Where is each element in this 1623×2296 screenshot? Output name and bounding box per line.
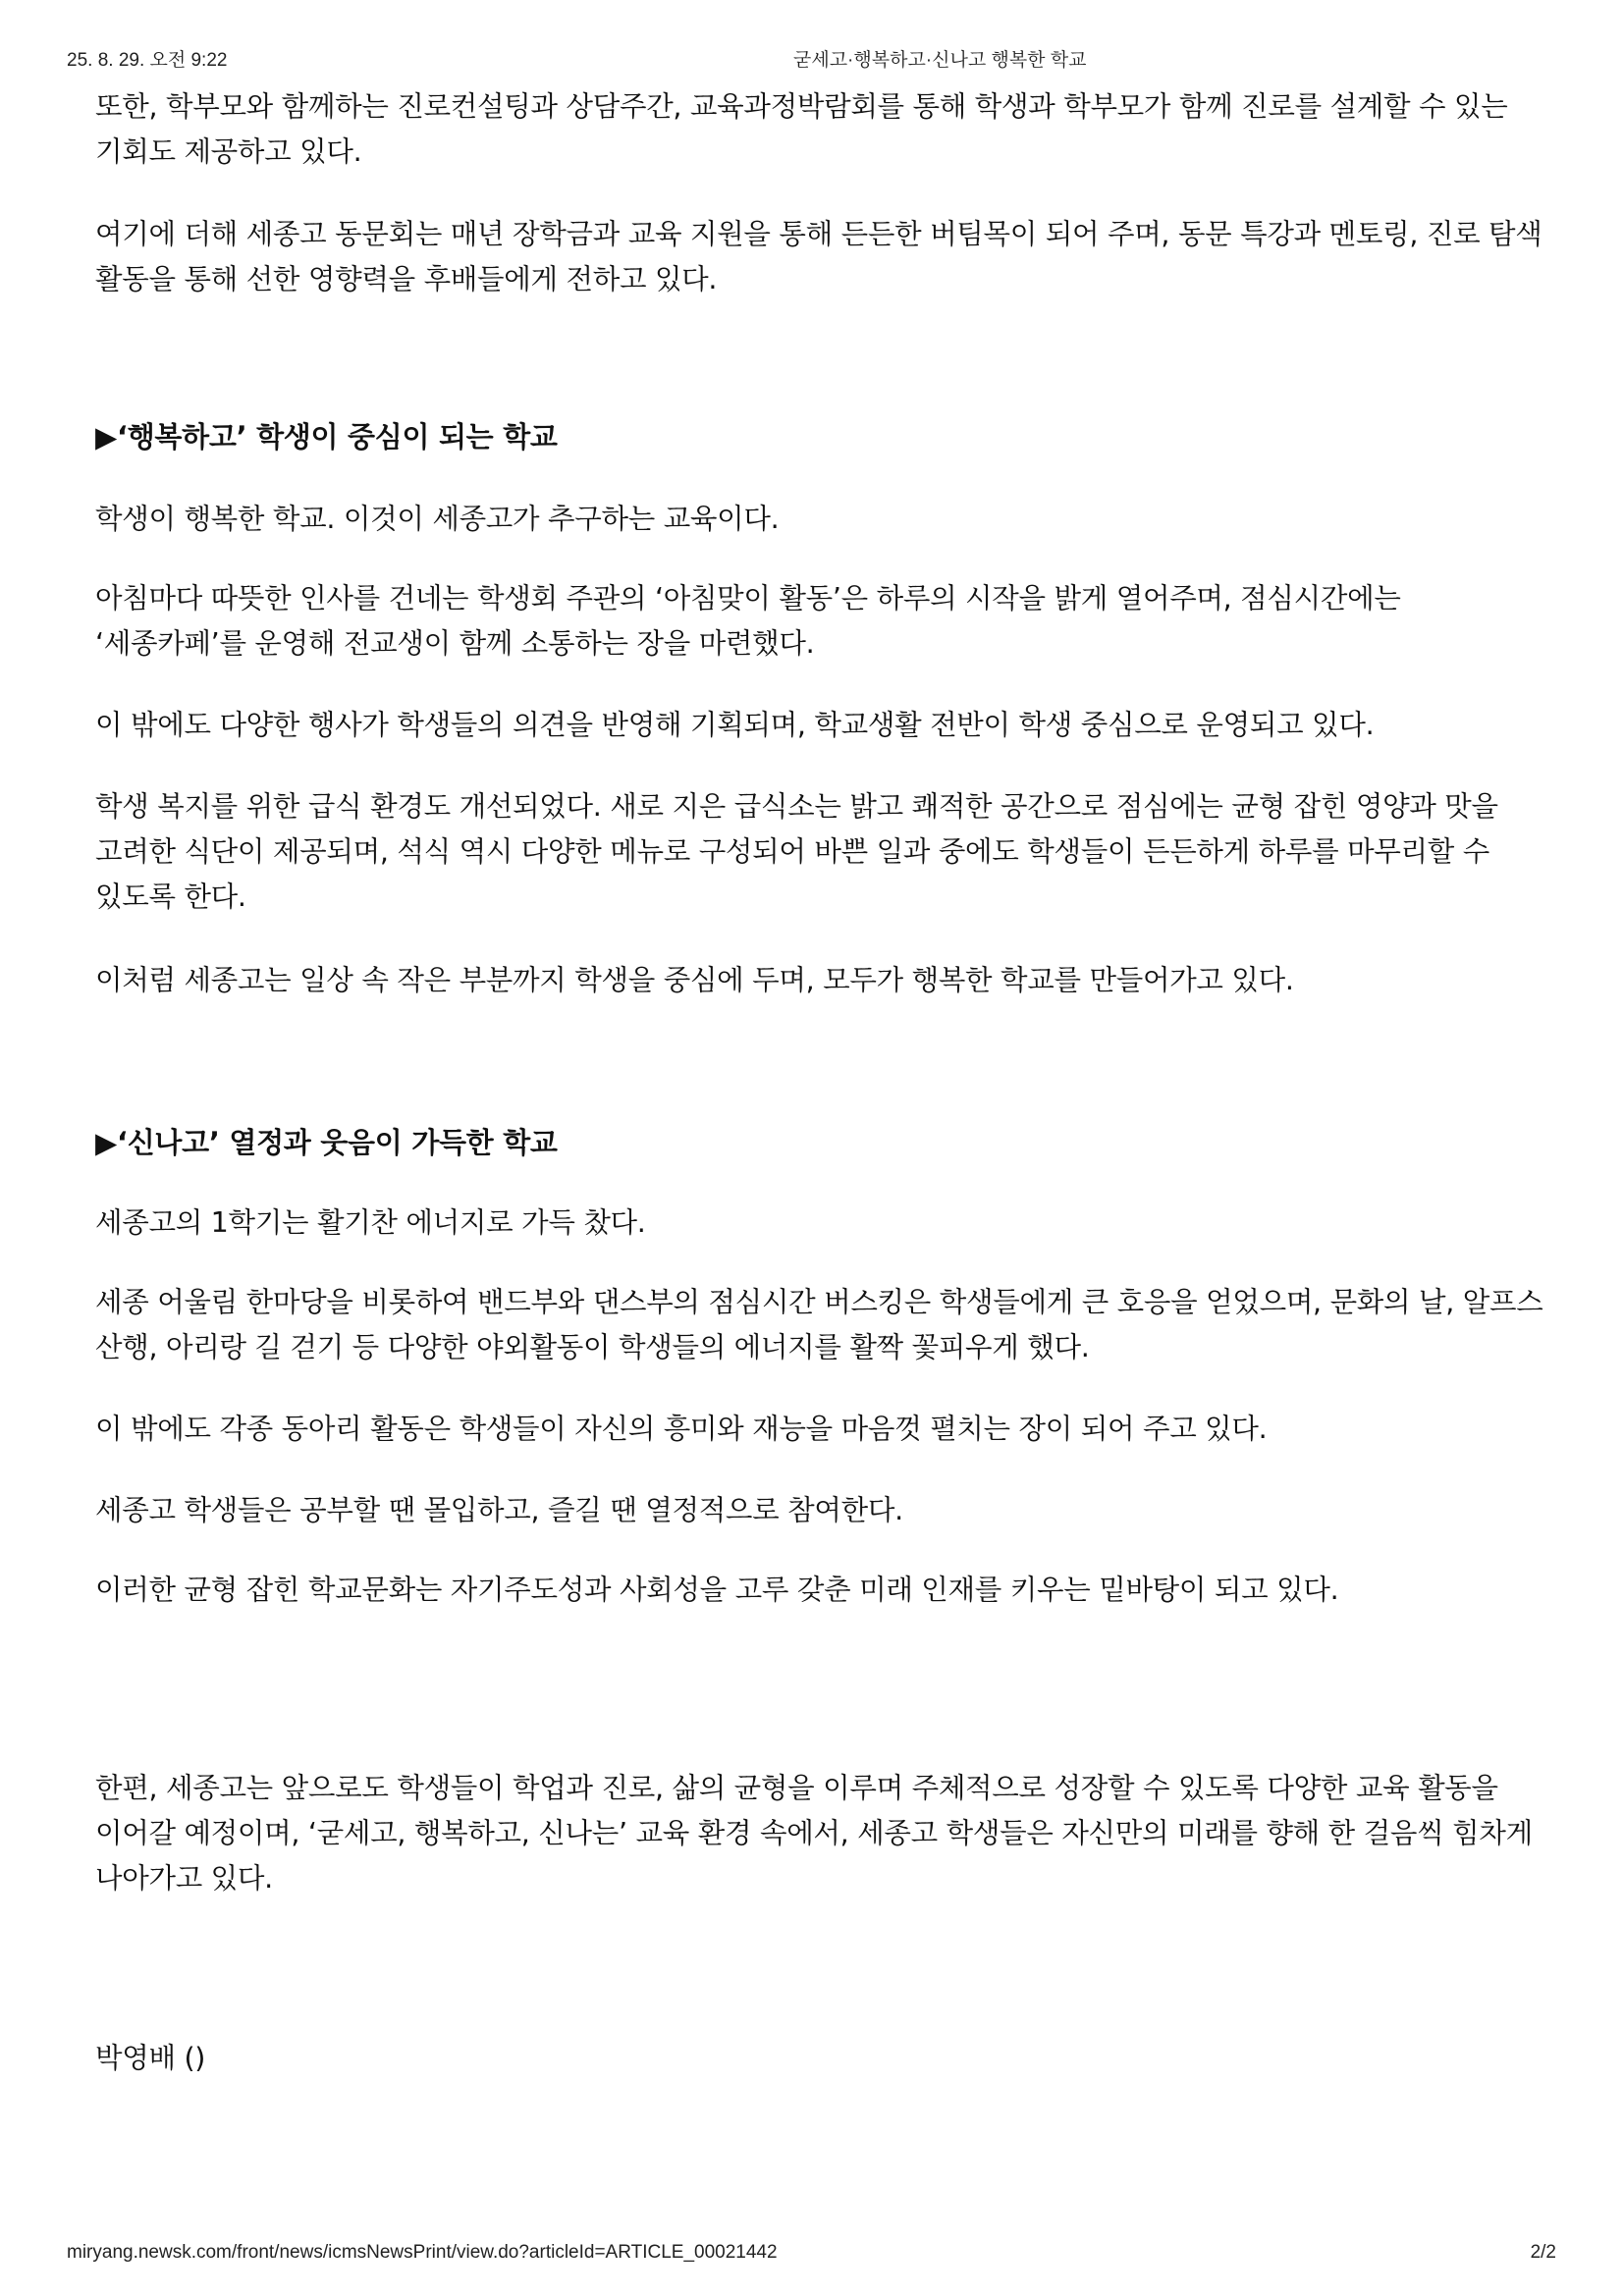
paragraph-alumni: 여기에 더해 세종고 동문회는 매년 장학금과 교육 지원을 통해 든든한 버팀목이 되어 주며, 동문 특강과 멘토링, 진로 탐색 활동을 통해 선한 영향력을 후배들에게 전하고 있다.: [95, 218, 1542, 295]
print-url: miryang.newsk.com/front/news/icmsNewsPrint/view.do?articleId=ARTICLE_00021442: [67, 2242, 778, 2263]
paragraph-fun-4: 세종고 학생들은 공부할 땐 몰입하고, 즐길 땐 열정적으로 참여한다.: [95, 1494, 903, 1526]
paragraph-happy-2: 아침마다 따뜻한 인사를 건네는 학생회 주관의 ‘아침맞이 활동’은 하루의 시작을 밝게 열어주며, 점심시간에는 ‘세종카페’를 운영해 전교생이 함께 소통하는 장을 마련했다.: [95, 582, 1401, 660]
paragraph-parent-consulting: 또한, 학부모와 함께하는 진로컨설팅과 상담주간, 교육과정박람회를 통해 학생과 학부모가 함께 진로를 설계할 수 있는 기회도 제공하고 있다.: [95, 90, 1508, 168]
byline: 박영배 (): [95, 2042, 206, 2074]
section-heading-fun: ▶‘신나고’ 열정과 웃음이 가득한 학교: [95, 1126, 558, 1159]
paragraph-closing: 한편, 세종고는 앞으로도 학생들이 학업과 진로, 삶의 균형을 이루며 주체적으로 성장할 수 있도록 다양한 교육 활동을 이어갈 예정이며, ‘굳세고, 행복하고, 신나는’ 교육 환경 속에서, 세종고 학생들은 자신만의 미래를 향해 한 걸음씩 힘차게 나아가고 있다.: [95, 1772, 1533, 1895]
paragraph-fun-1: 세종고의 1학기는 활기찬 에너지로 가득 찼다.: [95, 1206, 646, 1239]
paragraph-happy-5: 이처럼 세종고는 일상 속 작은 부분까지 학생을 중심에 두며, 모두가 행복한 학교를 만들어가고 있다.: [95, 964, 1294, 996]
paragraph-fun-5: 이러한 균형 잡힌 학교문화는 자기주도성과 사회성을 고루 갖춘 미래 인재를 키우는 밑바탕이 되고 있다.: [95, 1574, 1339, 1606]
paragraph-happy-4: 학생 복지를 위한 급식 환경도 개선되었다. 새로 지은 급식소는 밝고 쾌적한 공간으로 점심에는 균형 잡힌 영양과 맛을 고려한 식단이 제공되며, 석식 역시 다양한 메뉴로 구성되어 바쁜 일과 중에도 학생들이 든든하게 하루를 마무리할 수 있도록 한다.: [95, 790, 1498, 913]
print-footer: [67, 2242, 1556, 2271]
paragraph-happy-3: 이 밖에도 다양한 행사가 학생들의 의견을 반영해 기획되며, 학교생활 전반이 학생 중심으로 운영되고 있다.: [95, 709, 1375, 741]
paragraph-fun-3: 이 밖에도 각종 동아리 활동은 학생들이 자신의 흥미와 재능을 마음껏 펼치는 장이 되어 주고 있다.: [95, 1413, 1268, 1445]
print-page-title: 굳세고·행복하고·신나고 행복한 학교: [793, 50, 1087, 71]
section-heading-happy: ▶‘행복하고’ 학생이 중심이 되는 학교: [95, 420, 558, 454]
print-header: [67, 45, 1556, 75]
paragraph-happy-1: 학생이 행복한 학교. 이것이 세종고가 추구하는 교육이다.: [95, 503, 780, 535]
page-number: 2/2: [1530, 2242, 1556, 2263]
paragraph-fun-2: 세종 어울림 한마당을 비롯하여 밴드부와 댄스부의 점심시간 버스킹은 학생들에게 큰 호응을 얻었으며, 문화의 날, 알프스 산행, 아리랑 길 걷기 등 다양한 야외활동이 학생들의 에너지를 활짝 꽃피우게 했다.: [95, 1286, 1543, 1363]
print-datetime: 25. 8. 29. 오전 9:22: [67, 50, 228, 71]
